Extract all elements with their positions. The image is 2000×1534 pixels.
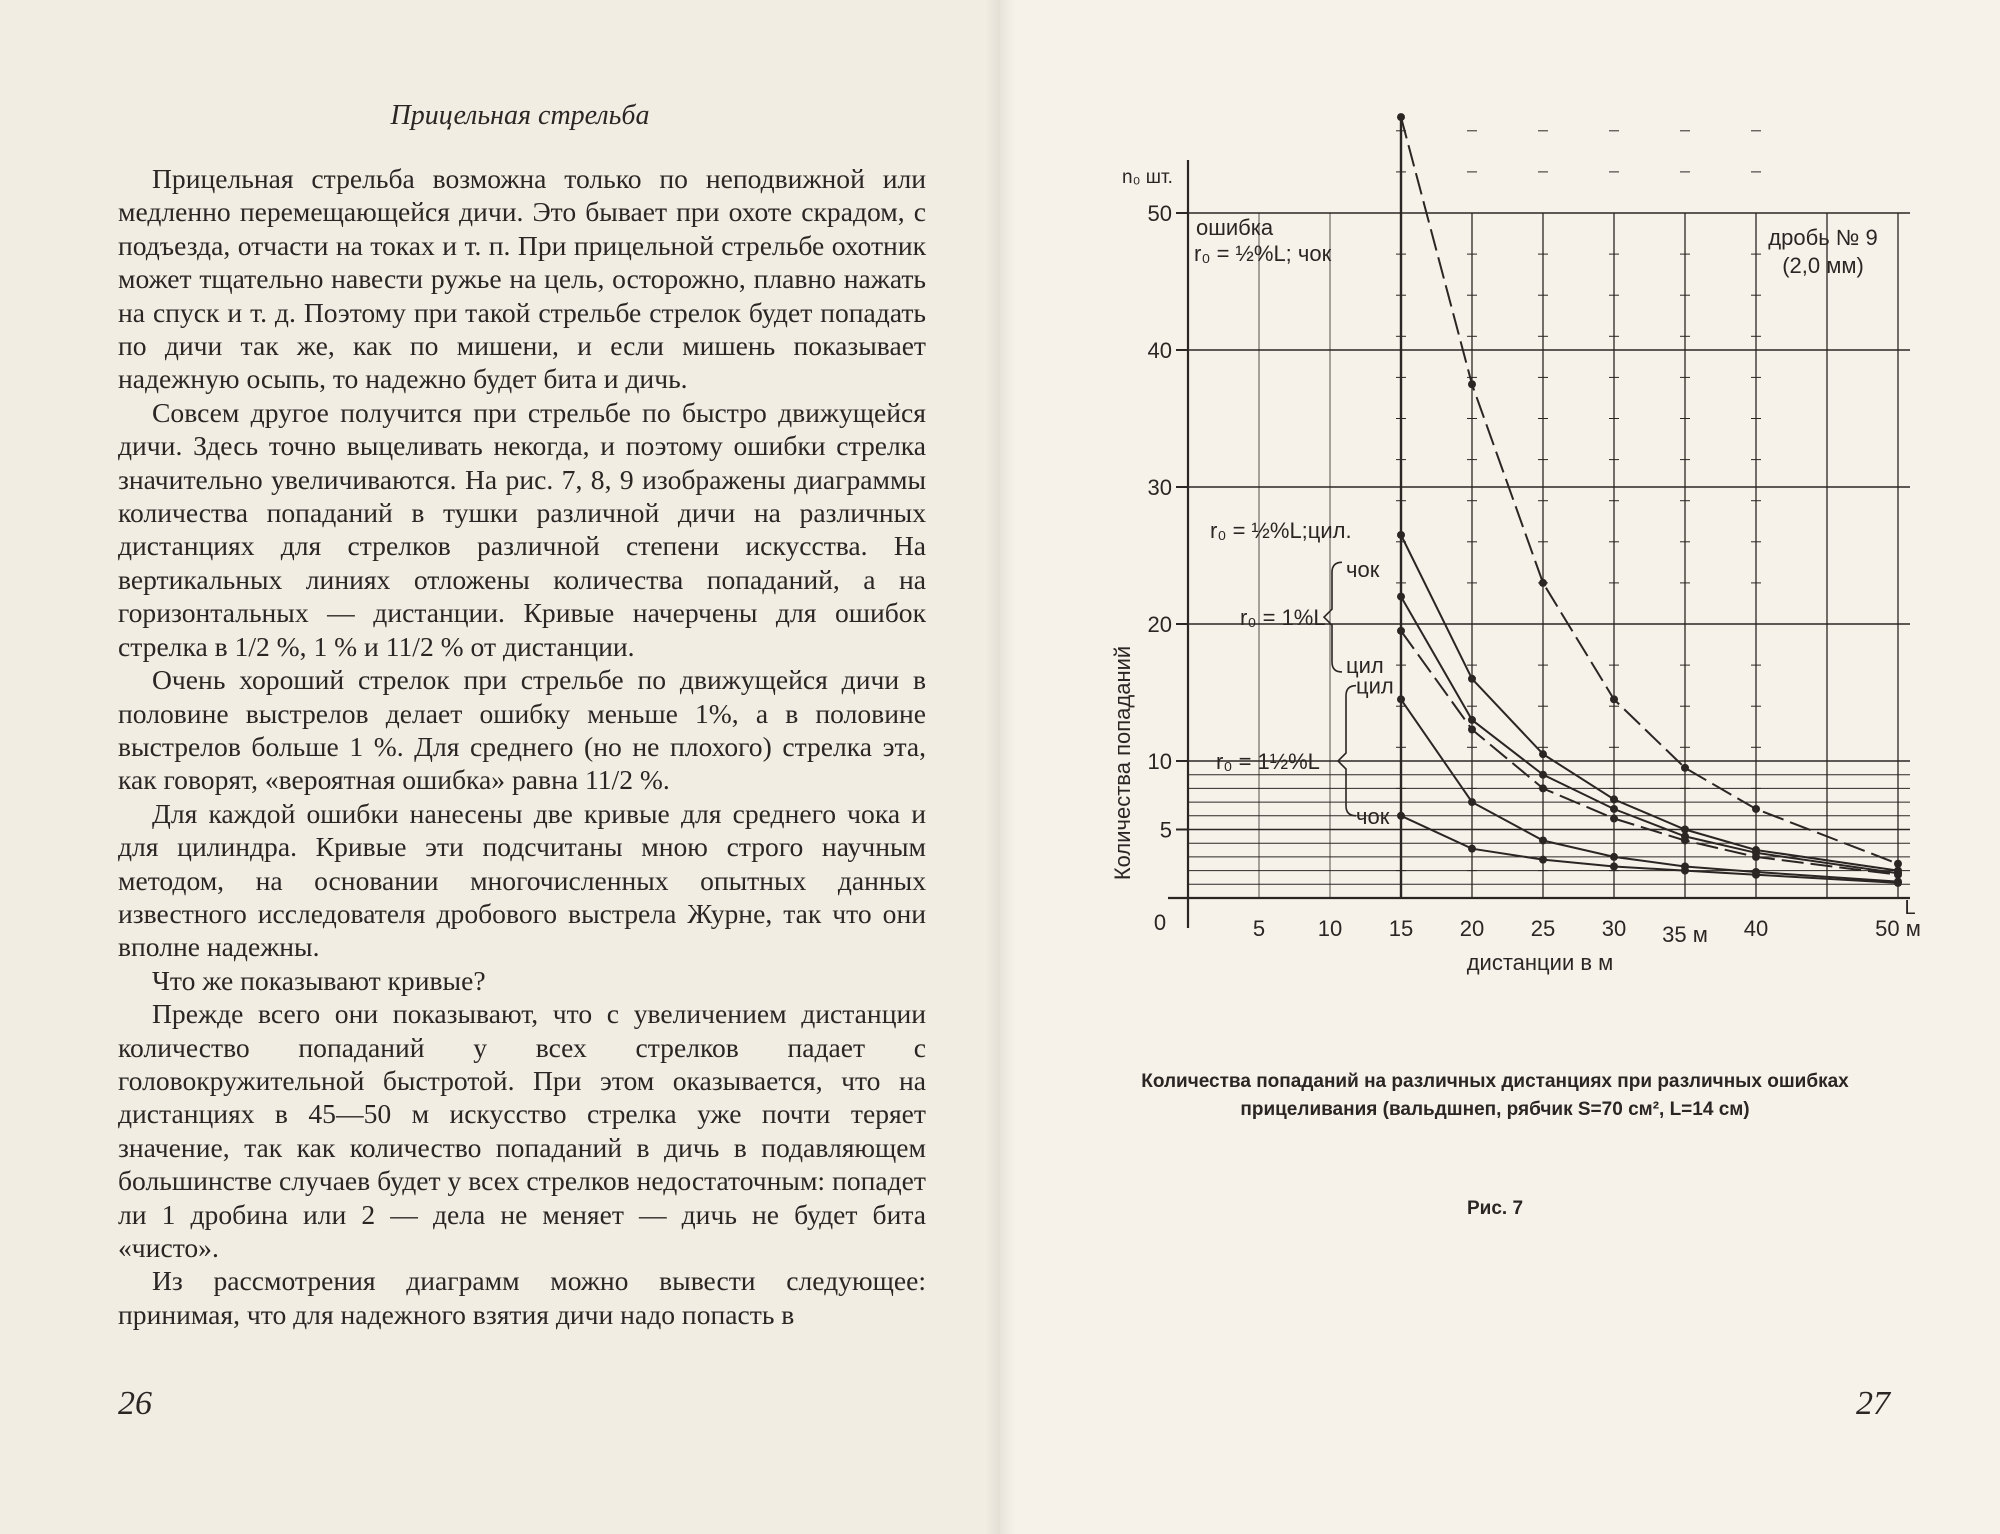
data-point bbox=[1468, 716, 1476, 724]
x-tick-label: 25 bbox=[1530, 916, 1556, 941]
x-tick-label: 15 bbox=[1388, 916, 1414, 941]
figure-label: Рис. 7 bbox=[1466, 1198, 1524, 1219]
chart-title: дробь № 9 bbox=[1768, 225, 1878, 250]
data-point bbox=[1681, 867, 1689, 875]
data-point bbox=[1397, 695, 1405, 703]
data-point bbox=[1468, 798, 1476, 806]
y-tick-label: 40 bbox=[1147, 338, 1172, 363]
paragraph-1: Прицельная стрельба возможна только по неподвижной или медленно перемещающейся дичи. Это бывает при охоте скрадом, с подъезда, отчасти на токах и т. п. При прицельной стрельбе охотник может тщательно навести ружье на цель, осторожно, плавно нажать на спуск и т. д. Поэтому при такой стрельбе стрелок будет попадать по дичи так же, как по мишени, и если мишень показывает надежную осыпь, то надежно будет бита и дичь. bbox=[118, 163, 926, 395]
annotation-cyl-lower: цил bbox=[1356, 673, 1394, 699]
y-tick-label: 0 bbox=[1153, 910, 1167, 935]
chart-subtitle: (2,0 мм) bbox=[1782, 253, 1864, 278]
legend-header: ошибка bbox=[1196, 215, 1274, 240]
annotation-one-half: r₀ = 1½%L bbox=[1216, 749, 1320, 774]
series-line-5 bbox=[1401, 699, 1898, 881]
annotation-half-choke: r₀ = ½%L; чок bbox=[1194, 241, 1332, 266]
data-point bbox=[1894, 860, 1902, 868]
data-point bbox=[1681, 826, 1689, 834]
y-tick-label: 20 bbox=[1147, 612, 1172, 637]
y-tick-label: 50 bbox=[1147, 201, 1172, 226]
data-point bbox=[1468, 675, 1476, 683]
data-point bbox=[1610, 795, 1618, 803]
data-point bbox=[1397, 812, 1405, 820]
data-point bbox=[1539, 836, 1547, 844]
data-point bbox=[1610, 805, 1618, 813]
paragraph-2: Совсем другое получится при стрельбе по быстро движущейся дичи. Здесь точно выцеливать некогда, и поэтому ошибки стрелка значительно увеличиваются. На рис. 7, 8, 9 изображены диаграммы количества попаданий в тушки различной дичи на различных дистанциях для стрелков различной степени искусства. На вертикальных линиях отложены количества попаданий, а на горизонтальных — дистанции. Кривые начерчены для ошибок стрелка в 1/2 %, 1 % и 11/2 % от дистанции. bbox=[118, 396, 926, 662]
x-tick-label: 40 bbox=[1743, 916, 1769, 941]
series-line-2 bbox=[1401, 535, 1898, 871]
data-point bbox=[1397, 593, 1405, 601]
data-point bbox=[1894, 879, 1902, 887]
y-tick-label: 30 bbox=[1147, 475, 1172, 500]
data-point bbox=[1468, 725, 1476, 733]
data-point bbox=[1894, 871, 1902, 879]
figure-caption: Количества попаданий на различных дистанциях при различных ошибках прицеливания (вальдшнеп, рябчик S=70 см², L=14 см) bbox=[1141, 1071, 1849, 1120]
x-tick-label: 30 bbox=[1601, 916, 1627, 941]
annotation-one-percent: r₀ = 1%L bbox=[1240, 605, 1326, 631]
data-point bbox=[1681, 764, 1689, 772]
data-point bbox=[1539, 750, 1547, 758]
data-point bbox=[1752, 853, 1760, 861]
data-point bbox=[1539, 856, 1547, 864]
x-tick-label: 35 м bbox=[1662, 922, 1708, 947]
data-point bbox=[1681, 836, 1689, 844]
y-tick-label: 5 bbox=[1159, 817, 1172, 843]
y-tick-label: 10 bbox=[1147, 749, 1172, 774]
page-number-right: 27 bbox=[1856, 1385, 1890, 1422]
data-point bbox=[1610, 862, 1618, 870]
data-point bbox=[1610, 853, 1618, 861]
brace-one-half bbox=[1338, 686, 1356, 816]
annotation-chok-upper: чок bbox=[1346, 557, 1380, 583]
annotation-chok-lower: чок bbox=[1356, 803, 1390, 829]
data-point bbox=[1752, 871, 1760, 879]
paragraph-7: Из рассмотрения диаграмм можно вывести следующее: принимая, что для надежного взятия дичи надо попасть в bbox=[118, 1265, 926, 1330]
x-axis-label: дистанции в м bbox=[1466, 950, 1614, 975]
x-axis-end-label: L bbox=[1904, 897, 1916, 919]
paragraph-3: Очень хороший стрелок при стрельбе по движущейся дичи в половине выстрелов делает ошибку меньше 1%, а в половине выстрелов больше 1 %. Для среднего (но не плохого) стрелка эта, как говорят, «вероятная ошибка» равна 11/2 %. bbox=[118, 664, 926, 796]
y-axis-unit: n₀ шт. bbox=[1122, 167, 1173, 188]
brace-one bbox=[1324, 562, 1342, 672]
annotation-cyl-upper: цил bbox=[1346, 653, 1384, 679]
data-point bbox=[1539, 579, 1547, 587]
data-point bbox=[1468, 380, 1476, 388]
paragraph-5: Что же показывают кривые? bbox=[152, 964, 486, 996]
x-tick-label: 20 bbox=[1459, 916, 1485, 941]
data-point bbox=[1397, 531, 1405, 539]
x-tick-label: 5 bbox=[1252, 916, 1266, 941]
data-point bbox=[1610, 695, 1618, 703]
x-tick-label: 50 м bbox=[1875, 916, 1921, 941]
series-line-4 bbox=[1401, 631, 1898, 875]
data-point bbox=[1468, 845, 1476, 853]
annotation-half-cyl: r₀ = ½%L;цил. bbox=[1210, 518, 1352, 544]
paragraph-4: Для каждой ошибки нанесены две кривые для среднего чока и для цилиндра. Кривые эти подсчитаны мною строго научным методом, на основании многочисленных опытных данных известного исследователя дробового выстрела Журне, так что они вполне надежны. bbox=[118, 797, 926, 963]
data-point bbox=[1752, 805, 1760, 813]
paragraph-6: Прежде всего они показывают, что с увеличением дистанции количество попаданий у всех стрелков падает с головокружительной быстротой. При этом оказывается, что на дистанциях в 45—50 м искусство стрелка уже почти теряет значение, так как количество попаданий в дичь в подавляющем большинстве случаев будет у всех стрелков недостаточным: попадет ли 1 дробина или 2 — дела не меняет — дичь не будет бита «чисто». bbox=[118, 998, 926, 1263]
data-point bbox=[1610, 815, 1618, 823]
data-point bbox=[1397, 627, 1405, 635]
data-point bbox=[1397, 113, 1405, 121]
x-tick-label: 10 bbox=[1317, 916, 1343, 941]
y-axis-label: Количества попаданий bbox=[1110, 645, 1135, 881]
data-point bbox=[1539, 784, 1547, 792]
page-number-left: 26 bbox=[118, 1385, 152, 1422]
running-head: Прицельная стрельба bbox=[390, 100, 650, 131]
data-point bbox=[1539, 771, 1547, 779]
